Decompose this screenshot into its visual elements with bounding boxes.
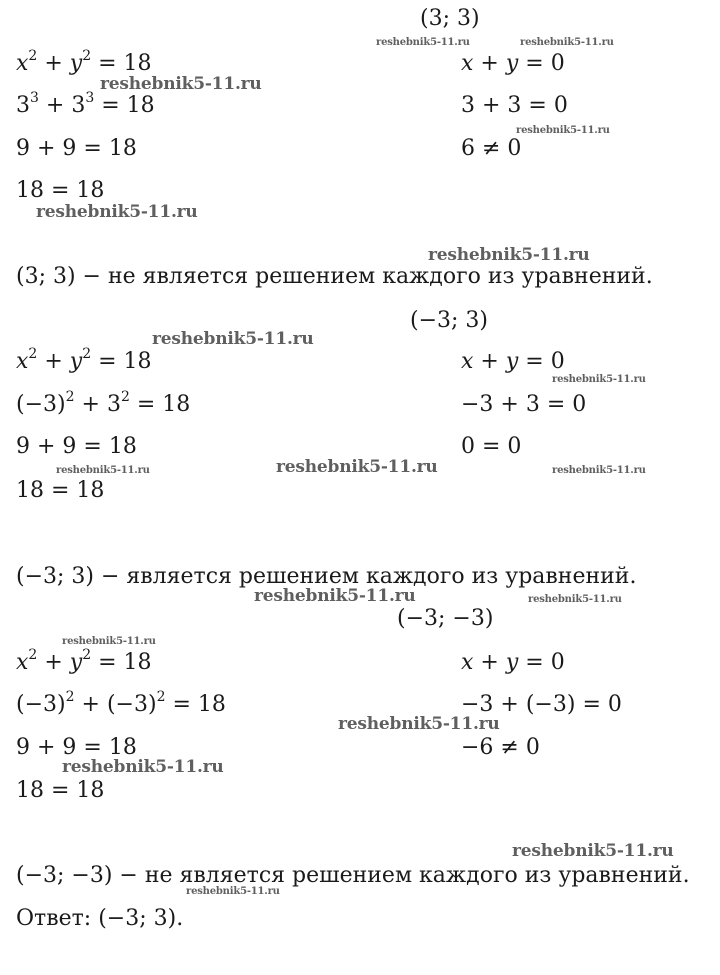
watermark: reshebnik5-11.ru (428, 245, 590, 265)
eq-left-1-4: 18 = 18 (16, 178, 105, 203)
eq-right-2-3: 0 = 0 (461, 434, 522, 459)
eq-left-3-3: 9 + 9 = 18 (16, 735, 137, 760)
watermark: reshebnik5-11.ru (338, 714, 500, 734)
eq-left-1-2: $3^3 + 3^3 = 18$ (16, 89, 155, 118)
eq-left-2-1: $x^2 + y^2 = 18$ (16, 345, 152, 374)
answer: Ответ: (−3; 3). (16, 906, 184, 931)
eq-right-3-2: −3 + (−3) = 0 (461, 692, 622, 717)
watermark: reshebnik5-11.ru (520, 37, 614, 48)
watermark: reshebnik5-11.ru (552, 465, 646, 476)
watermark: reshebnik5-11.ru (56, 465, 150, 476)
eq-right-2-2: −3 + 3 = 0 (461, 392, 587, 417)
eq-left-3-2: $(-3)^2 + (-3)^2 = 18$ (16, 688, 226, 717)
watermark: reshebnik5-11.ru (376, 37, 470, 48)
conclusion-2: (−3; 3) − является решением каждого из уравнений. (16, 564, 637, 589)
watermark: reshebnik5-11.ru (36, 202, 198, 222)
watermark: reshebnik5-11.ru (528, 594, 622, 605)
eq-right-2-1: x + y = 0 (461, 349, 565, 374)
watermark: reshebnik5-11.ru (186, 886, 280, 897)
watermark: reshebnik5-11.ru (276, 457, 438, 477)
eq-right-3-3: −6 ≠ 0 (461, 735, 540, 760)
point-1: (3; 3) (420, 6, 480, 31)
eq-right-1-1: x + y = 0 (461, 51, 565, 76)
eq-right-1-3: 6 ≠ 0 (461, 136, 522, 161)
watermark: reshebnik5-11.ru (516, 125, 610, 136)
eq-left-2-2: $(-3)^2 + 3^2 = 18$ (16, 388, 191, 417)
point-3: (−3; −3) (397, 606, 494, 631)
watermark: reshebnik5-11.ru (100, 74, 262, 94)
watermark: reshebnik5-11.ru (552, 374, 646, 385)
conclusion-1: (3; 3) − не является решением каждого из уравнений. (16, 264, 653, 289)
eq-left-1-3: 9 + 9 = 18 (16, 136, 137, 161)
watermark: reshebnik5-11.ru (512, 841, 674, 861)
watermark: reshebnik5-11.ru (62, 757, 224, 777)
conclusion-3: (−3; −3) − не является решением каждого из уравнений. (16, 863, 690, 888)
eq-left-3-1: $x^2 + y^2 = 18$ (16, 646, 152, 675)
eq-right-1-2: 3 + 3 = 0 (461, 93, 568, 118)
eq-left-1-1: $x^2 + y^2 = 18$ (16, 47, 152, 76)
eq-left-2-3: 9 + 9 = 18 (16, 434, 137, 459)
watermark: reshebnik5-11.ru (152, 329, 314, 349)
eq-left-3-4: 18 = 18 (16, 778, 105, 803)
eq-left-2-4: 18 = 18 (16, 478, 105, 503)
point-2: (−3; 3) (410, 308, 488, 333)
watermark: reshebnik5-11.ru (62, 636, 156, 647)
eq-right-3-1: x + y = 0 (461, 650, 565, 675)
watermark: reshebnik5-11.ru (254, 586, 416, 606)
